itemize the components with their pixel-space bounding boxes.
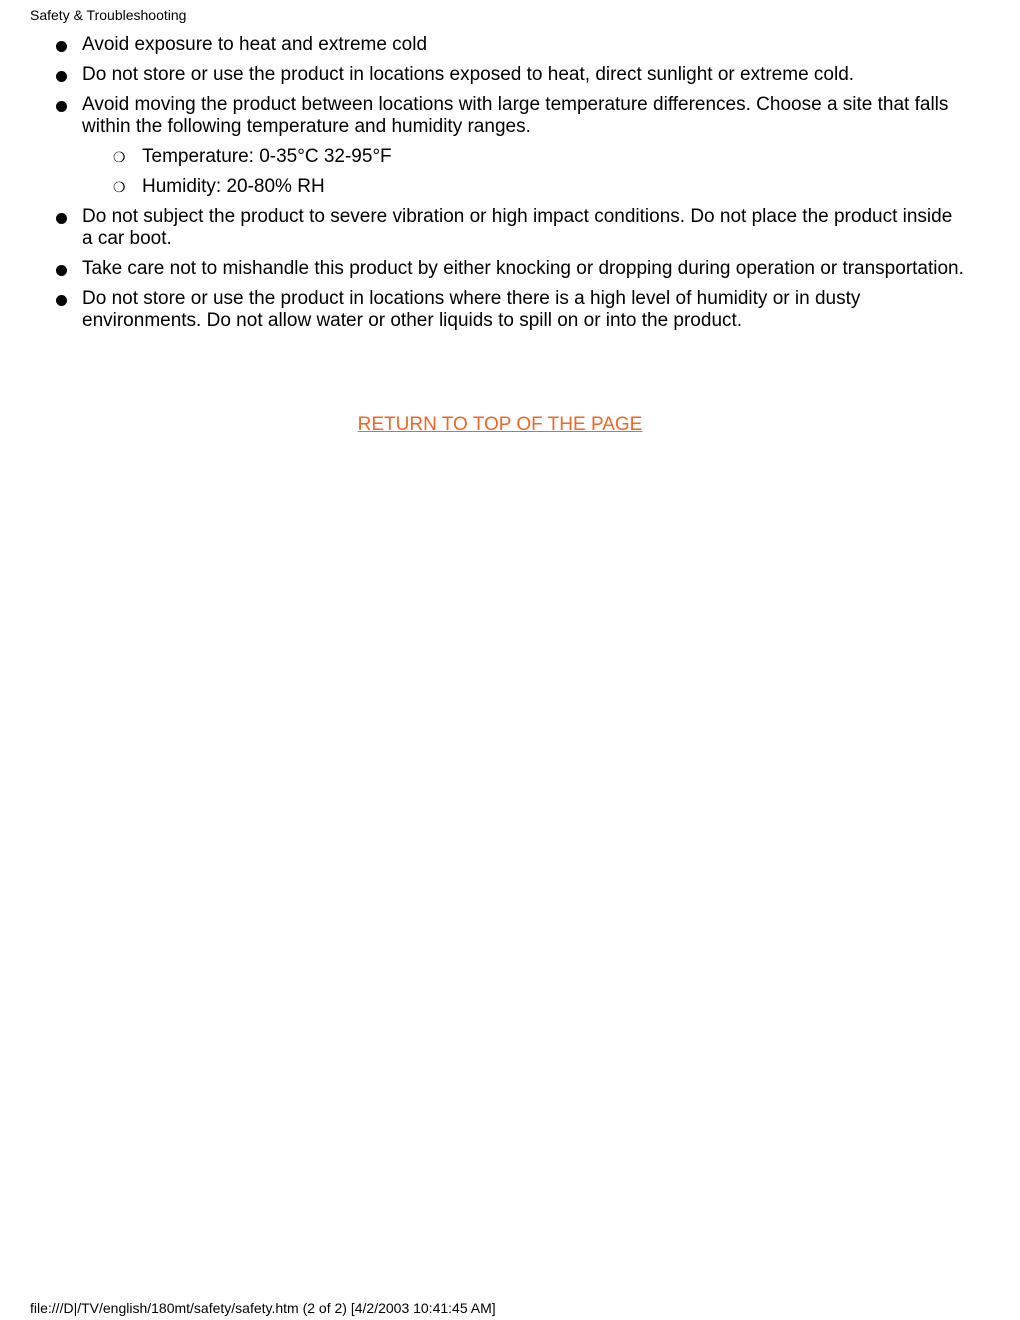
list-item-text: Avoid exposure to heat and extreme cold bbox=[82, 34, 428, 55]
bullet-dot-icon bbox=[56, 71, 67, 82]
bullet-dot-icon bbox=[56, 213, 67, 224]
list-item-text: Do not store or use the product in locations where there is a high level of humidity or in dusty environments. Do not allow water or other liquids to spill on or into the product. bbox=[82, 288, 861, 331]
safety-bullet-list bbox=[0, 34, 1020, 332]
page-header-title: Safety & Troubleshooting bbox=[30, 7, 187, 23]
list-item bbox=[0, 64, 1020, 86]
bullet-dot-icon bbox=[56, 295, 67, 306]
list-item-text: Do not store or use the product in locations exposed to heat, direct sunlight or extreme cold. bbox=[82, 64, 855, 85]
safety-content bbox=[0, 34, 1020, 340]
page-footer-path: file:///D|/TV/english/180mt/safety/safety.htm (2 of 2) [4/2/2003 10:41:45 AM] bbox=[30, 1300, 496, 1316]
range-sub-list bbox=[82, 146, 965, 198]
return-to-top-link[interactable]: RETURN TO TOP OF THE PAGE bbox=[357, 414, 643, 435]
bullet-dot-icon bbox=[56, 265, 67, 276]
hollow-circle-icon: ❍ bbox=[113, 149, 126, 165]
sub-list-item-text: Humidity: 20-80% RH bbox=[142, 176, 325, 197]
hollow-circle-icon: ❍ bbox=[113, 179, 126, 195]
list-item-text: Avoid moving the product between locations with large temperature differences. Choose a site that falls within the following temperature and humidity ranges. bbox=[82, 94, 949, 137]
list-item bbox=[0, 34, 1020, 56]
sub-list-item-text: Temperature: 0-35°C 32-95°F bbox=[142, 146, 392, 167]
sub-list-item bbox=[0, 176, 965, 198]
list-item-text: Take care not to mishandle this product by either knocking or dropping during operation or transportation. bbox=[82, 258, 964, 279]
list-item bbox=[0, 206, 1020, 250]
sub-list-item bbox=[0, 146, 965, 168]
bullet-dot-icon bbox=[56, 41, 67, 52]
list-item bbox=[0, 288, 1020, 332]
list-item-text: Do not subject the product to severe vibration or high impact conditions. Do not place the product inside a car boot. bbox=[82, 206, 953, 249]
bullet-dot-icon bbox=[56, 101, 67, 112]
list-item bbox=[0, 258, 1020, 280]
return-to-top-container bbox=[0, 414, 1000, 436]
list-item bbox=[0, 94, 1020, 198]
